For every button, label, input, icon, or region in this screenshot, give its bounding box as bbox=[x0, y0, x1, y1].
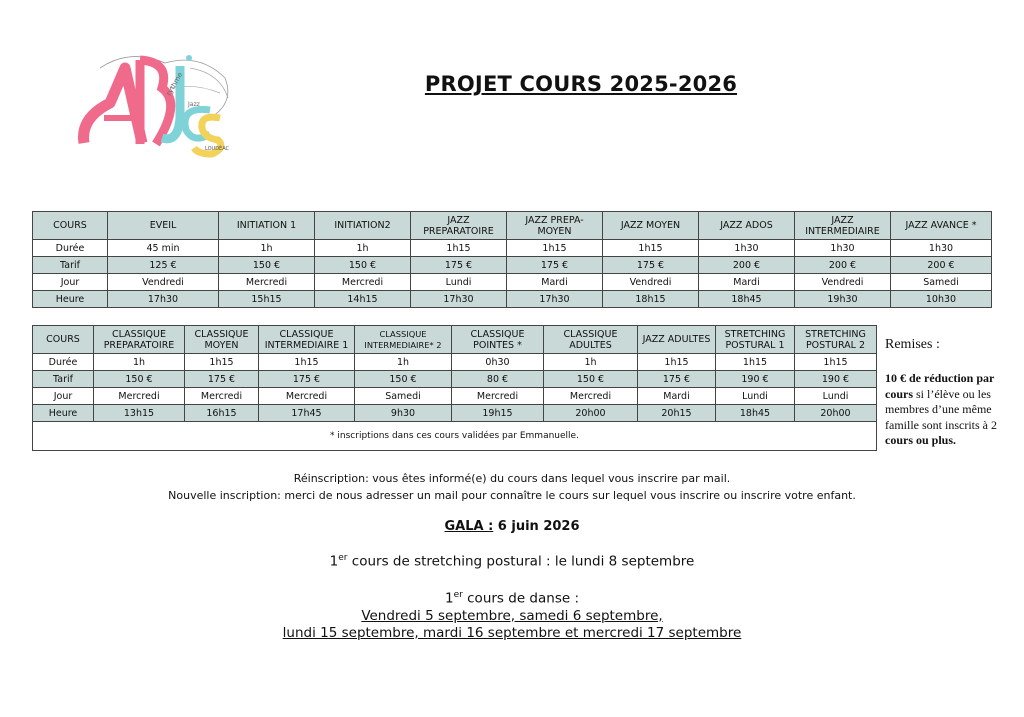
header-cell: CLASSIQUE POINTES * bbox=[452, 326, 544, 354]
table-cell: 16h15 bbox=[185, 405, 259, 422]
header-cell: CLASSIQUE PREPARATOIRE bbox=[94, 326, 185, 354]
table-cell: Mercredi bbox=[259, 388, 355, 405]
table-cell: 13h15 bbox=[94, 405, 185, 422]
reinscription-line: Réinscription: vous êtes informé(e) du cours dans lequel vous inscrire par mail. bbox=[293, 472, 731, 485]
table-cell: 150 € bbox=[544, 371, 638, 388]
table-row bbox=[33, 388, 877, 405]
table-cell: Mercredi bbox=[544, 388, 638, 405]
ordinal-number: 1 bbox=[445, 590, 454, 607]
table-cell: Mardi bbox=[507, 274, 603, 291]
header-cell: EVEIL bbox=[108, 212, 219, 240]
table-cell: Mardi bbox=[638, 388, 716, 405]
table-cell: Samedi bbox=[355, 388, 452, 405]
table-cell: 1h30 bbox=[699, 240, 795, 257]
header-cell: JAZZ ADOS bbox=[699, 212, 795, 240]
table-cell: 17h45 bbox=[259, 405, 355, 422]
table-cell: 190 € bbox=[716, 371, 795, 388]
remises-bold-2: cours ou plus. bbox=[885, 433, 957, 447]
row-label: Heure bbox=[33, 291, 108, 308]
svg-text:Jazz: Jazz bbox=[188, 101, 200, 108]
table-cell: 1h15 bbox=[411, 240, 507, 257]
table-cell: 18h15 bbox=[603, 291, 699, 308]
table-cell: 1h bbox=[315, 240, 411, 257]
header-cell: CLASSIQUE ADULTES bbox=[544, 326, 638, 354]
header-cell: COURS bbox=[33, 212, 108, 240]
row-label: Tarif bbox=[33, 371, 94, 388]
table-cell: 17h30 bbox=[108, 291, 219, 308]
page-title: PROJET COURS 2025-2026 bbox=[424, 72, 738, 96]
table-cell: 200 € bbox=[891, 257, 992, 274]
table-footnote: * inscriptions dans ces cours validées par Emmanuelle. bbox=[33, 422, 877, 451]
row-label: Jour bbox=[33, 274, 108, 291]
table-cell: 0h30 bbox=[452, 354, 544, 371]
stretching-text: cours de stretching postural : le lundi 8 septembre bbox=[347, 553, 695, 570]
gala-label: GALA : bbox=[444, 519, 494, 534]
table-cell: 18h45 bbox=[716, 405, 795, 422]
table-cell: 150 € bbox=[315, 257, 411, 274]
header-cell: JAZZ PREPARATOIRE bbox=[411, 212, 507, 240]
table-cell: 200 € bbox=[795, 257, 891, 274]
table-cell: 20h00 bbox=[544, 405, 638, 422]
table-cell: 19h30 bbox=[795, 291, 891, 308]
table-cell: 175 € bbox=[603, 257, 699, 274]
header-cell: CLASSIQUE MOYEN bbox=[185, 326, 259, 354]
table-cell: 1h30 bbox=[795, 240, 891, 257]
inscription-info bbox=[0, 470, 1024, 504]
table-cell: 1h15 bbox=[185, 354, 259, 371]
remises-text bbox=[885, 371, 1010, 449]
table-cell: 150 € bbox=[219, 257, 315, 274]
jazz-schedule-table bbox=[32, 211, 992, 308]
header-cell: JAZZ MOYEN bbox=[603, 212, 699, 240]
table-cell: 20h15 bbox=[638, 405, 716, 422]
header-cell: INITIATION 1 bbox=[219, 212, 315, 240]
table-cell: 1h15 bbox=[638, 354, 716, 371]
table-cell: Mardi bbox=[699, 274, 795, 291]
table-note-row bbox=[33, 422, 877, 451]
table-cell: 200 € bbox=[699, 257, 795, 274]
table-cell: Lundi bbox=[411, 274, 507, 291]
row-label: Durée bbox=[33, 240, 108, 257]
gala-date: 6 juin 2026 bbox=[493, 519, 580, 534]
table-cell: 45 min bbox=[108, 240, 219, 257]
table-cell: 1h bbox=[94, 354, 185, 371]
table-cell: Lundi bbox=[716, 388, 795, 405]
table-cell: 1h15 bbox=[603, 240, 699, 257]
danse-dates-line-2: lundi 15 septembre, mardi 16 septembre et mercredi 17 septembre bbox=[282, 624, 742, 641]
ordinal-suffix: er bbox=[338, 553, 348, 563]
table-cell: Mercredi bbox=[185, 388, 259, 405]
table-cell: Vendredi bbox=[603, 274, 699, 291]
table-cell: 9h30 bbox=[355, 405, 452, 422]
header-cell: JAZZ ADULTES bbox=[638, 326, 716, 354]
table-cell: 175 € bbox=[185, 371, 259, 388]
header-cell: CLASSIQUE INTERMEDIAIRE* 2 bbox=[355, 326, 452, 354]
table-cell: 125 € bbox=[108, 257, 219, 274]
table-cell: 14h15 bbox=[315, 291, 411, 308]
row-label: Heure bbox=[33, 405, 94, 422]
table-cell: 10h30 bbox=[891, 291, 992, 308]
classique-schedule-table bbox=[32, 325, 877, 451]
table-cell: 1h30 bbox=[891, 240, 992, 257]
table-cell: Samedi bbox=[891, 274, 992, 291]
table-cell: Lundi bbox=[795, 388, 877, 405]
remises-title: Remises : bbox=[885, 337, 940, 352]
header-cell: JAZZ AVANCE * bbox=[891, 212, 992, 240]
table-cell: 1h15 bbox=[795, 354, 877, 371]
table-cell: 175 € bbox=[507, 257, 603, 274]
table-cell: 19h15 bbox=[452, 405, 544, 422]
table-cell: 20h00 bbox=[795, 405, 877, 422]
row-label: Tarif bbox=[33, 257, 108, 274]
table-cell: 150 € bbox=[94, 371, 185, 388]
table-row bbox=[33, 257, 992, 274]
table-cell: 175 € bbox=[259, 371, 355, 388]
table-cell: Mercredi bbox=[94, 388, 185, 405]
table-row bbox=[33, 240, 992, 257]
table-cell: 1h bbox=[219, 240, 315, 257]
table-row bbox=[33, 354, 877, 371]
table-cell: 80 € bbox=[452, 371, 544, 388]
stretching-start-line bbox=[0, 553, 1024, 570]
gala-line bbox=[0, 519, 1024, 534]
table-cell: 15h15 bbox=[219, 291, 315, 308]
table-cell: Mercredi bbox=[452, 388, 544, 405]
header-cell: CLASSIQUE INTERMEDIAIRE 1 bbox=[259, 326, 355, 354]
danse-text: cours de danse : bbox=[462, 590, 579, 607]
remises-body: si l’élève ou les membres d’une même famille sont inscrits à 2 bbox=[885, 386, 997, 432]
row-label: Durée bbox=[33, 354, 94, 371]
table-header-row bbox=[33, 212, 992, 240]
header-cell: STRETCHING POSTURAL 1 bbox=[716, 326, 795, 354]
table-cell: Mercredi bbox=[219, 274, 315, 291]
remises-bold-1: 10 € de réduction par cours bbox=[885, 371, 995, 401]
logo-subtext: LOUDÉAC bbox=[205, 146, 230, 152]
danse-start-block bbox=[0, 587, 1024, 642]
danse-dates-line-1: Vendredi 5 septembre, samedi 6 septembre, bbox=[361, 607, 663, 624]
table-cell: 1h bbox=[544, 354, 638, 371]
table-cell: Vendredi bbox=[795, 274, 891, 291]
table-cell: 175 € bbox=[411, 257, 507, 274]
header-cell: STRETCHING POSTURAL 2 bbox=[795, 326, 877, 354]
header-cell: INITIATION2 bbox=[315, 212, 411, 240]
table-cell: Mercredi bbox=[315, 274, 411, 291]
header-cell: COURS bbox=[33, 326, 94, 354]
table-cell: 1h15 bbox=[259, 354, 355, 371]
school-logo bbox=[70, 48, 240, 158]
table-row bbox=[33, 371, 877, 388]
table-cell: 1h15 bbox=[507, 240, 603, 257]
ordinal-number: 1 bbox=[329, 553, 339, 570]
table-cell: 150 € bbox=[355, 371, 452, 388]
header-cell: JAZZ PREPA-MOYEN bbox=[507, 212, 603, 240]
table-cell: 17h30 bbox=[507, 291, 603, 308]
nouvelle-inscription-line: Nouvelle inscription: merci de nous adresser un mail pour connaître le cours sur lequel vous inscrire ou inscrire votre enfant. bbox=[168, 489, 856, 502]
table-cell: 175 € bbox=[638, 371, 716, 388]
table-cell: 1h15 bbox=[716, 354, 795, 371]
ordinal-suffix: er bbox=[453, 590, 463, 600]
svg-text:rythme: rythme bbox=[164, 71, 185, 97]
row-label: Jour bbox=[33, 388, 94, 405]
table-row bbox=[33, 405, 877, 422]
table-cell: Vendredi bbox=[108, 274, 219, 291]
table-cell: 18h45 bbox=[699, 291, 795, 308]
header-cell: JAZZ INTERMEDIAIRE bbox=[795, 212, 891, 240]
danse-heading bbox=[0, 587, 1024, 608]
table-cell: 17h30 bbox=[411, 291, 507, 308]
table-header-row bbox=[33, 326, 877, 354]
table-row bbox=[33, 291, 992, 308]
table-cell: 190 € bbox=[795, 371, 877, 388]
table-row bbox=[33, 274, 992, 291]
table-cell: 1h bbox=[355, 354, 452, 371]
